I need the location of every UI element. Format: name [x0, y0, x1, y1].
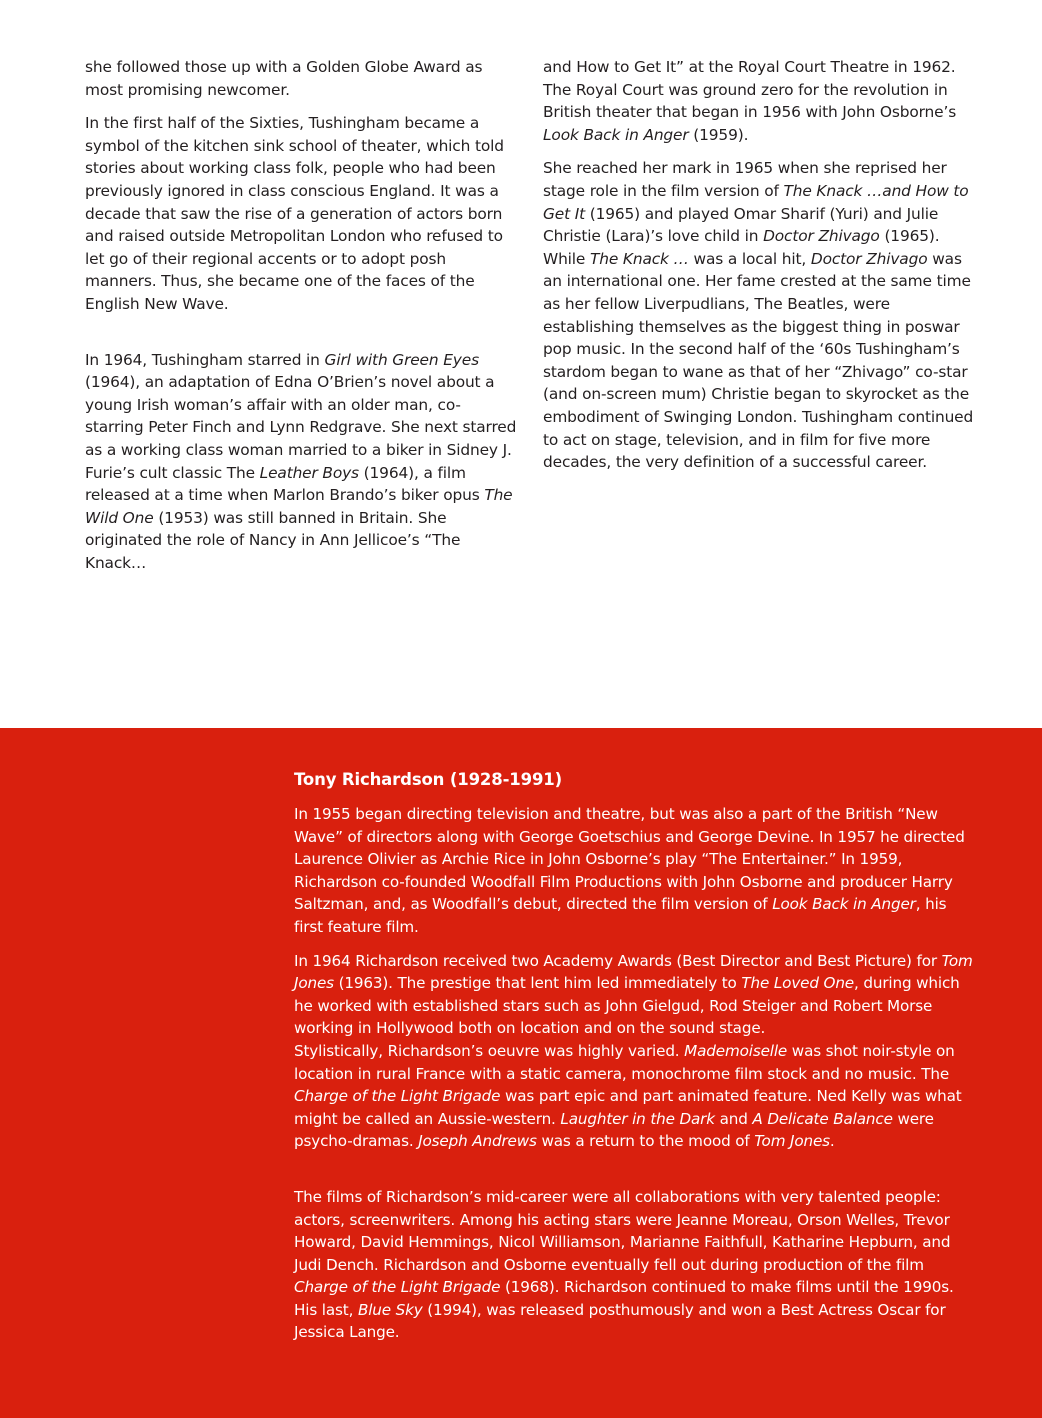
film-title: The Wild One	[85, 486, 513, 527]
text-run: was an international one. Her fame crested at the same time as her fellow Liverpudlians, The Beatles, were establishing themselves as the biggest thing in poswar pop music. In the second half of the ‘60s Tushingham’s stardom began to wane as that of her “Zhivago” co-star (and on-screen mum) Christie began to skyrocket as the embodiment of Swinging London. Tushingham continued to act on stage, television, and in film for five more decades, the very definition of a successful career.	[543, 249, 974, 472]
text-run: (1968). Richardson continued to make films until the 1990s. His last,	[294, 1278, 954, 1319]
text-run: The films of Richardson’s mid-career were all collaborations with very talented people: actors, screenwriters. Among his acting stars were Jeanne Moreau, Orson Welles, Trevor Howard, David Hemmings, Nicol Williamson, Marianne Faithfull, Katharine Hepburn, and Judi Dench. Richardson and Osborne eventually fell out during production of the film	[294, 1187, 951, 1274]
film-title: Girl with Green Eyes	[324, 350, 479, 369]
text-run: (1964), a film released at a time when Marlon Brando’s biker opus	[85, 463, 485, 505]
tushingham-left-column	[85, 56, 517, 585]
bio-heading: Tony Richardson (1928-1991)	[294, 770, 562, 789]
film-title: Mademoiselle	[684, 1041, 788, 1060]
text-run: was a return to the mood of	[536, 1132, 755, 1151]
text-run: (1963). The prestige that lent him led immediately to	[333, 974, 742, 993]
paragraph-1964-films	[85, 349, 517, 575]
film-title: The Knack …	[590, 249, 689, 268]
film-title: Blue Sky	[357, 1300, 423, 1319]
film-title: Doctor Zhivago	[763, 227, 880, 246]
text-run: .	[829, 1132, 835, 1151]
film-title: Tom Jones	[294, 951, 973, 993]
film-title: Look Back in Anger	[543, 125, 689, 144]
tushingham-right-column	[543, 56, 975, 485]
text-run: In 1955 began directing television and theatre, but was also a part of the British “New Wave” of directors along with George Goetschius and George Devine. In 1957 he directed Laurence Olivier as Archie Rice in John Osborne’s play “The Entertainer.” In 1959, Richardson co-founded Woodfall Film Productions with John Osborne and producer Harry Saltzman, and, as Woodfall’s debut, directed the film version of	[294, 805, 965, 914]
text-run: were psycho-dramas.	[294, 1109, 934, 1151]
text-run: In 1964, Tushingham starred in	[85, 350, 325, 369]
film-title: The Knack …and How to Get It	[543, 181, 969, 223]
film-title: The Loved One	[741, 974, 854, 993]
text-run: (1964), an adaptation of Edna O’Brien’s novel about a young Irish woman’s affair with an older man, co-starring Peter Finch and Lynn Redgrave. She next starred as a working class woman married to a biker in Sidney J. Furie’s cult classic The	[85, 373, 517, 482]
text-run: and	[714, 1109, 753, 1128]
text-run: (1965) and played Omar Sharif (Yuri) and Julie Christie (Lara)’s love child in	[543, 204, 939, 246]
text-run: , his first feature film.	[294, 895, 947, 936]
film-title: Charge of the Light Brigade	[294, 1278, 501, 1297]
text-run: (1953) was still banned in Britain. She originated the role of Nancy in Ann Jellicoe’s “The Knack…	[85, 508, 461, 572]
text-run: (1959).	[688, 125, 749, 144]
text-run: In 1964 Richardson received two Academy Awards (Best Director and Best Picture) for	[294, 951, 942, 970]
paragraph-early-career	[294, 803, 980, 939]
richardson-bio-panel	[0, 728, 1042, 1418]
richardson-bio	[294, 768, 980, 1355]
paragraph-golden-globe: she followed those up with a Golden Globe Award as most promising newcomer.	[85, 58, 483, 99]
paragraph-academy-awards	[294, 950, 980, 1040]
text-run: was shot noir-style on location in rural France with a static camera, monochrome film stock and no music. The	[294, 1041, 955, 1083]
film-title: Joseph Andrews	[418, 1132, 537, 1151]
paragraph-kitchen-sink: In the first half of the Sixties, Tushingham became a symbol of the kitchen sink school of theater, which told stories about working class folk, people who had been previously ignored in class conscious England. It was a decade that saw the rise of a generation of actors born and raised outside Metropolitan London who refused to let go of their regional accents or to adopt posh manners. Thus, she became one of the faces of the English New Wave.	[85, 114, 504, 313]
paragraph-1965-career	[543, 157, 975, 473]
text-run: was a local hit,	[688, 249, 811, 268]
text-run: and How to Get It” at the Royal Court Theatre in 1962. The Royal Court was ground zero for the revolution in British theater that began in 1956 with John Osborne’s	[543, 58, 957, 122]
film-title: Leather Boys	[259, 463, 359, 482]
film-title: Look Back in Anger	[772, 895, 916, 914]
paragraph-royal-court	[543, 56, 975, 146]
film-title: A Delicate Balance	[752, 1109, 893, 1128]
text-run: (1994), was released posthumously and won a Best Actress Oscar for Jessica Lange.	[294, 1300, 946, 1342]
film-title: Laughter in the Dark	[560, 1109, 715, 1128]
text-run: (1965). While	[543, 227, 940, 268]
film-title: Doctor Zhivago	[810, 249, 928, 268]
text-run: , during which he worked with established stars such as John Gielgud, Rod Steiger and Robert Morse working in Hollywood both on location and on the sound stage.	[294, 974, 960, 1038]
paragraph-mid-career	[294, 1186, 980, 1344]
film-title: Charge of the Light Brigade	[294, 1087, 501, 1106]
film-title: Tom Jones	[754, 1132, 830, 1151]
text-run: She reached her mark in 1965 when she reprised her stage role in the film version of	[543, 159, 947, 200]
text-run: Stylistically, Richardson’s oeuvre was highly varied.	[294, 1041, 685, 1060]
paragraph-stylistics	[294, 1040, 980, 1153]
text-run: was part epic and part animated feature. Ned Kelly was what might be called an Aussie-western.	[294, 1087, 962, 1128]
